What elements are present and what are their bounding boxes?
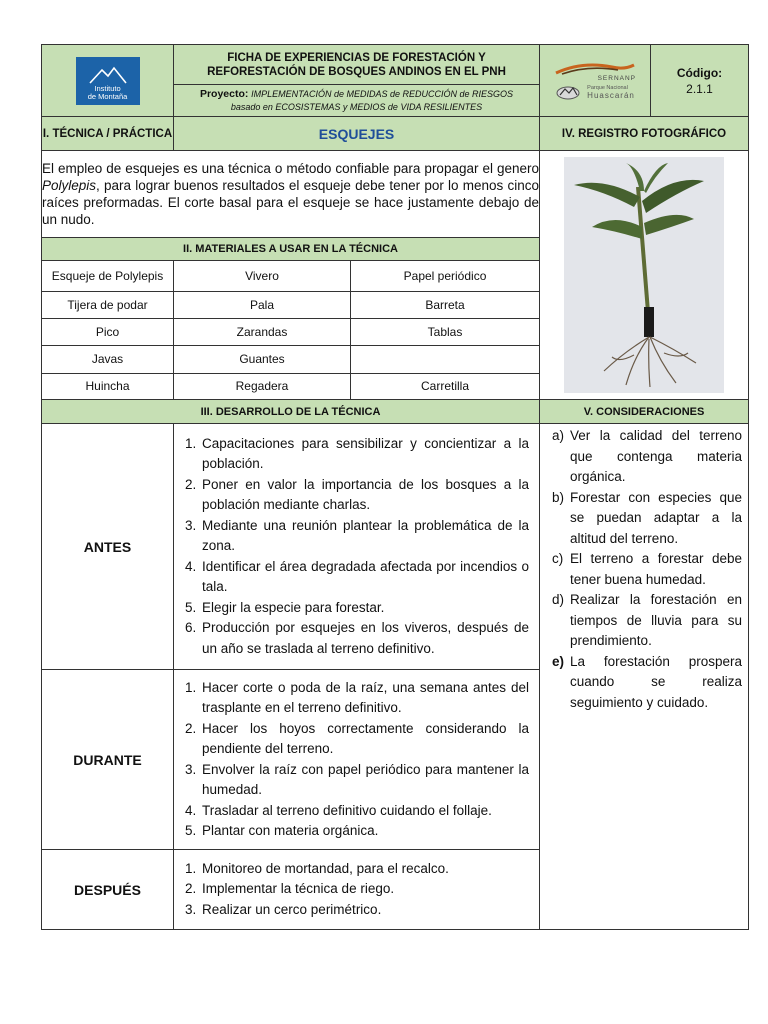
sernanp-logo-icon: [552, 61, 638, 75]
sheet-table: [41, 44, 749, 930]
mountain-icon: [88, 65, 128, 85]
materials-cell: Pico: [42, 318, 174, 345]
consideration-text: Ver la calidad del terreno que contenga materia orgánica.: [570, 428, 743, 484]
stage-label-despues: DESPUÉS: [42, 850, 174, 930]
stage-label-antes: ANTES: [42, 424, 174, 670]
code-cell: [651, 45, 749, 117]
polylepis-cutting-photo: [564, 157, 724, 393]
materials-cell: Guantes: [174, 346, 351, 373]
park-small-label: Parque Nacional: [587, 85, 628, 91]
steps-list: [174, 674, 539, 846]
intro-text-post: , para lograr buenos resultados el esqueje debe tener por lo menos cinco raíces preformadas. El corte basal para el esqueje se hace justamente debajo de un nudo.: [42, 177, 540, 227]
code-value: 2.1.1: [686, 81, 713, 96]
materials-cell: Zarandas: [174, 318, 351, 345]
step-item: 1. Capacitaciones para sensibilizar y concientizar a la población.: [200, 434, 529, 475]
consideration-text: Realizar la forestación en tiempos de lluvia para su prendimiento.: [570, 592, 743, 648]
plant-illustration: [564, 157, 724, 393]
project-label: Proyecto:: [199, 87, 249, 100]
step-item: 3. Realizar un cerco perimétrico.: [200, 900, 529, 921]
step-item: 5. Elegir la especie para forestar.: [200, 598, 529, 619]
consideration-item: [552, 488, 743, 550]
consideration-item: [552, 426, 743, 488]
institute-logo-line2: de Montaña: [87, 91, 128, 101]
institute-logo-cell: [42, 45, 174, 117]
materials-cell: Esqueje de Polylepis: [42, 260, 174, 292]
technique-sheet: [41, 44, 748, 930]
stage-steps-despues: [174, 850, 540, 930]
consideration-item: [552, 590, 743, 652]
intro-genus: Polylepis: [42, 177, 97, 193]
photo-cell: [540, 151, 749, 400]
consideration-text: Forestar con especies que se puedan adaptar a la altitud del terreno.: [570, 489, 743, 546]
considerations-list: [540, 424, 748, 715]
park-logo-icon: [555, 84, 581, 100]
form-title: FICHA DE EXPERIENCIAS DE FORESTACIÓN Y REFORESTACIÓN DE BOSQUES ANDINOS EN EL PNH: [174, 45, 540, 85]
step-item: 2. Hacer los hoyos correctamente considerando la pendiente del terreno.: [200, 719, 529, 760]
step-item: 1. Monitoreo de mortandad, para el recalco.: [200, 859, 529, 880]
project-cell: [174, 85, 540, 117]
consideration-label: a): [552, 428, 565, 443]
materials-cell: [351, 346, 540, 373]
stage-label-durante: DURANTE: [42, 670, 174, 850]
materials-cell: Huincha: [42, 373, 174, 399]
materials-cell: Carretilla: [351, 373, 540, 399]
photo-header: IV. REGISTRO FOTOGRÁFICO: [540, 117, 749, 151]
step-item: 6. Producción por esquejes en los viveros, después de un año se traslada al terreno definitivo.: [200, 618, 529, 659]
institute-logo: [76, 57, 140, 105]
institute-logo-line1: Instituto: [94, 83, 121, 93]
considerations-cell: [540, 424, 749, 930]
materials-cell: Barreta: [351, 292, 540, 318]
project-name-line1: IMPLEMENTACIÓN de MEDIDAS de REDUCCIÓN de RIESGOS: [251, 88, 514, 99]
consideration-label: b): [552, 489, 565, 505]
materials-cell: Vivero: [174, 260, 351, 292]
materials-cell: Javas: [42, 346, 174, 373]
materials-header: II. MATERIALES A USAR EN LA TÉCNICA: [42, 237, 540, 260]
consideration-text: El terreno a forestar debe tener buena humedad.: [570, 551, 743, 587]
step-item: 4. Identificar el área degradada afectada por incendios o tala.: [200, 557, 529, 598]
code-label: Código:: [676, 65, 723, 80]
project-name-line2: basado en ECOSISTEMAS y MEDIOS de VIDA RESILIENTES: [230, 101, 483, 112]
materials-cell: Tablas: [351, 318, 540, 345]
consideration-item: [552, 549, 743, 590]
materials-cell: Papel periódico: [351, 260, 540, 292]
step-item: 3. Mediante una reunión plantear la problemática de la zona.: [200, 516, 529, 557]
step-item: 5. Plantar con materia orgánica.: [200, 821, 529, 842]
consideration-item: [552, 652, 743, 714]
materials-cell: Tijera de podar: [42, 292, 174, 318]
intro-text-pre: El empleo de esquejes es una técnica o método confiable para propagar el genero: [42, 160, 540, 176]
stage-steps-antes: [174, 424, 540, 670]
stage-steps-durante: [174, 670, 540, 850]
step-item: 3. Envolver la raíz con papel periódico para mantener la humedad.: [200, 760, 529, 801]
step-item: 4. Trasladar al terreno definitivo cuidando el follaje.: [200, 801, 529, 822]
consideration-label: c): [552, 551, 564, 566]
consideration-text: La forestación prospera cuando se realiza seguimiento y cuidado.: [570, 653, 743, 710]
consideration-label: e): [552, 653, 565, 669]
steps-list: [174, 855, 539, 925]
step-item: 2. Implementar la técnica de riego.: [200, 879, 529, 900]
sernanp-logo-cell: [540, 45, 651, 117]
considerations-header: V. CONSIDERACIONES: [540, 400, 749, 424]
technique-name: ESQUEJES: [174, 117, 540, 151]
park-name: Huascarán: [587, 91, 635, 100]
materials-cell: Regadera: [174, 373, 351, 399]
step-item: 1. Hacer corte o poda de la raíz, una semana antes del trasplante en el terreno definitivo.: [200, 678, 529, 719]
step-item: 2. Poner en valor la importancia de los bosques a la población mediante charlas.: [200, 475, 529, 516]
development-header: III. DESARROLLO DE LA TÉCNICA: [42, 400, 540, 424]
sernanp-logo-text: SERNANP: [597, 75, 637, 82]
materials-cell: Pala: [174, 292, 351, 318]
technique-label: I. TÉCNICA / PRÁCTICA: [42, 117, 174, 151]
technique-intro: [42, 151, 540, 238]
consideration-label: d): [552, 592, 565, 607]
steps-list: [174, 430, 539, 664]
